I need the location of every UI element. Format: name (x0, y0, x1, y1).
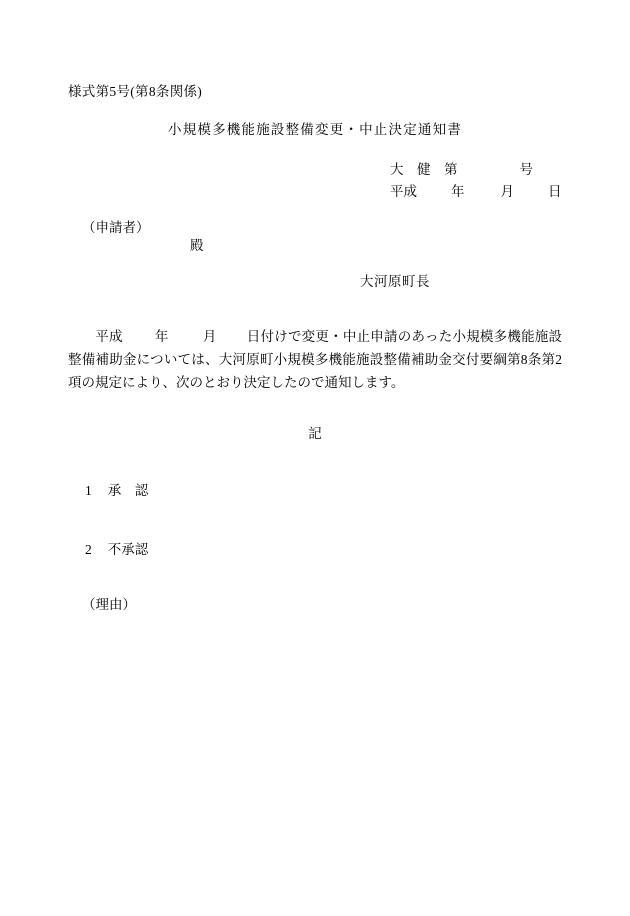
list-item-approval (85, 479, 148, 499)
item-label: 不承認 (107, 542, 149, 557)
body-main-text: 日付けで変更・中止申請のあった小規模多機能施設整備補助金については、大河原町小規模多機能施設整備補助金交付要綱第8条第2項の規定により、次のとおり決定したので通知します。 (68, 329, 563, 390)
item-number: 2 (85, 542, 92, 557)
body-year-unit: 年 (154, 329, 169, 344)
reason-label: （理由） (82, 597, 136, 612)
date-era: 平成 (390, 184, 417, 199)
applicant-honorific: 殿 (190, 238, 204, 253)
date-month-unit: 月 (500, 184, 514, 199)
ki-mark: 記 (308, 426, 322, 441)
document-number-prefix: 大 健 第 (390, 162, 458, 177)
issuer-name: 大河原町長 (360, 274, 430, 289)
body-paragraph (68, 325, 562, 394)
date-day-unit: 日 (548, 184, 562, 199)
form-number: 様式第5号(第8条関係) (68, 84, 203, 99)
applicant-label: （申請者） (82, 220, 150, 235)
document-number-suffix: 号 (519, 162, 533, 177)
item-label: 承 認 (107, 483, 149, 498)
list-item-disapproval (85, 538, 148, 558)
document-number-line (390, 158, 533, 178)
date-year-unit: 年 (451, 184, 465, 199)
item-number: 1 (85, 483, 92, 498)
document-date-line (390, 180, 562, 200)
body-era: 平成 (95, 329, 123, 344)
page-title: 小規模多機能施設整備変更・中止決定通知書 (168, 122, 462, 137)
body-month-unit: 月 (202, 329, 217, 344)
